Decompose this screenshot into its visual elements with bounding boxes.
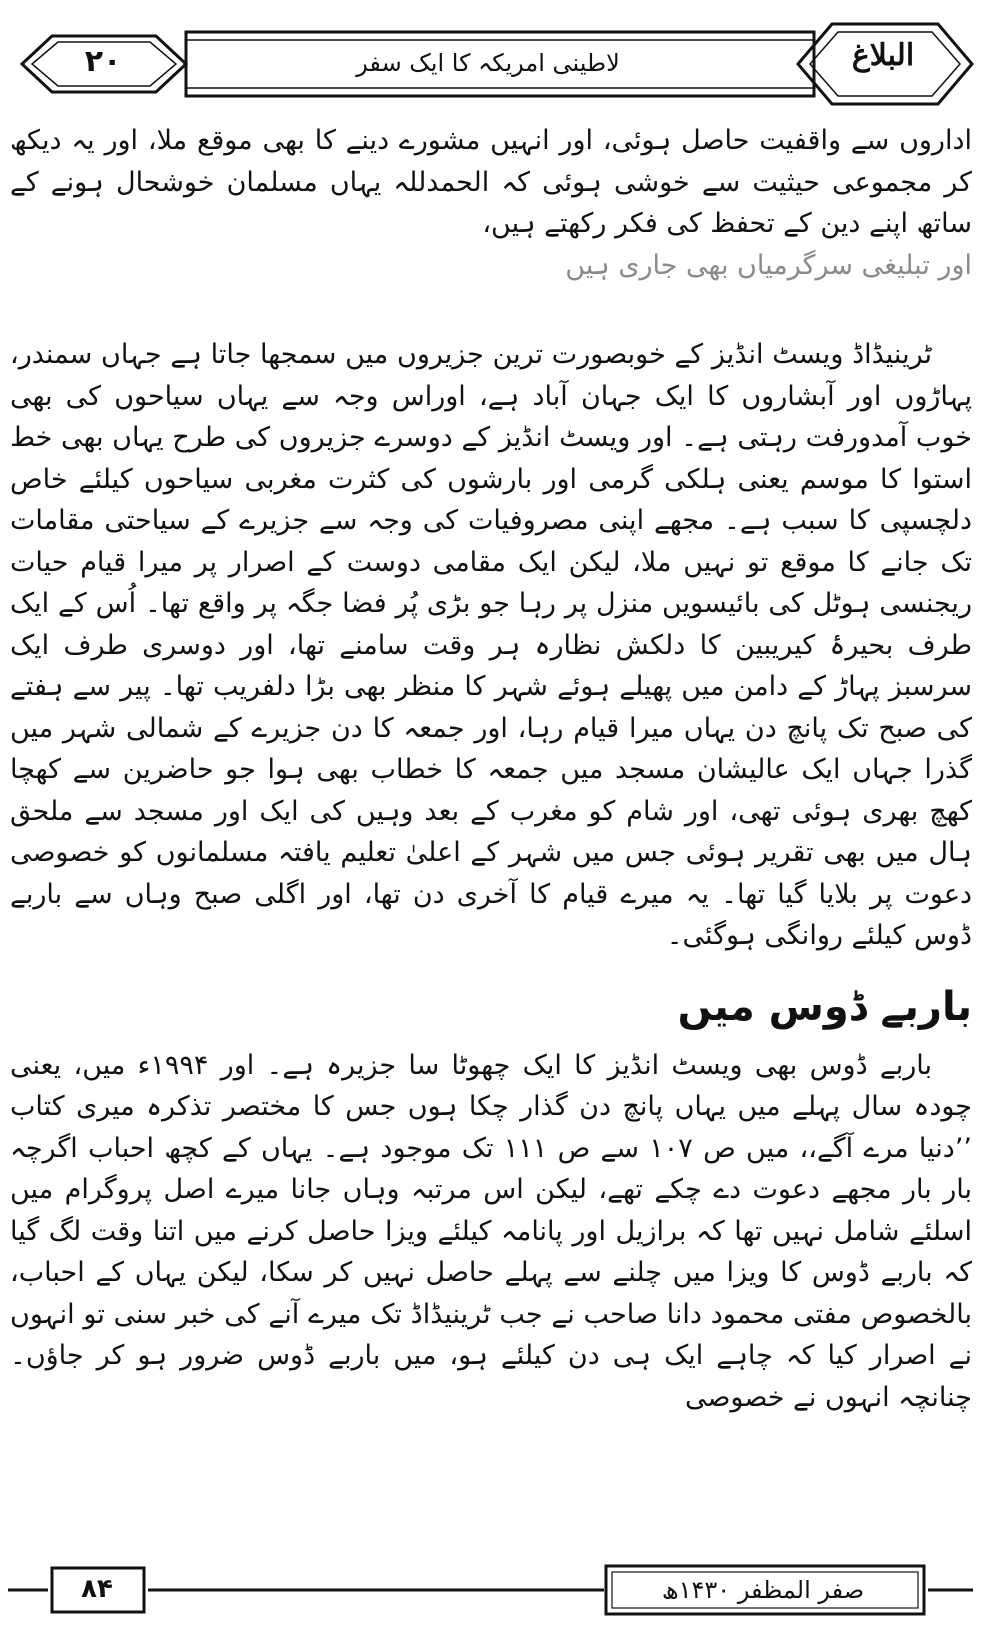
paragraph-1: اداروں سے واقفیت حاصل ہوئی، اور انہیں مشورے دینے کا بھی موقع ملا، اور یہ دیکھ کر مجموعی حیثیت سے خوشی ہوئی کہ الحمدللہ یہاں مسلمان خوشحال ہونے کے ساتھ اپنے دین کے تحفظ کی فکر رکھتے ہیں، bbox=[10, 125, 972, 239]
page-number: ۲۰ bbox=[84, 44, 122, 79]
magazine-logo: البلاغ bbox=[851, 38, 915, 73]
running-title: لاطینی امریکہ کا ایک سفر bbox=[356, 49, 620, 77]
paragraph-3: باربے ڈوس بھی ویسٹ انڈیز کا ایک چھوٹا سا جزیرہ ہے۔ اور ۱۹۹۴ء میں، یعنی چودہ سال پہلے میں یہاں پانچ دن گذار چکا ہوں جس کا مختصر تذکرہ میری کتاب ’’دنیا مرے آگے،، میں ص ۱۰۷ سے ص ۱۱۱ تک موجود ہے۔ یہاں کے کچھ احباب اگرچہ بار بار مجھے دعوت دے چکے تھے، لیکن اس مرتبہ وہاں جانا میرے اصل پروگرام میں اسلئے شامل نہیں تھا کہ برازیل اور پانامہ کیلئے ویزا حاصل کرنے میں اتنا وقت لگ گیا کہ باربے ڈوس کا ویزا میں چلنے سے پہلے حاصل نہیں کر سکا، لیکن یہاں کے احباب، بالخصوص مفتی محمود دانا صاحب نے جب ٹرینیڈاڈ تک میرے آنے کی خبر سنی تو انہوں نے اصرار کیا کہ چاہے ایک ہی دن کیلئے ہو، میں باربے ڈوس ضرور ہو کر جاؤں۔ چنانچہ انہوں نے خصوصی bbox=[10, 1049, 972, 1413]
page-footer bbox=[8, 1560, 978, 1620]
faded-line: اور تبلیغی سرگرمیاں بھی جاری ہیں bbox=[565, 249, 972, 281]
footer-date: صفر المظفر ۱۴۳۰ھ bbox=[661, 1576, 865, 1604]
article-body bbox=[10, 120, 972, 1418]
footer-page-number: ۸۴ bbox=[81, 1574, 113, 1604]
paragraph-2: ٹرینیڈاڈ ویسٹ انڈیز کے خوبصورت ترین جزیروں میں سمجھا جاتا ہے جہاں سمندر، پہاڑوں اور آبشاروں کا ایک جہان آباد ہے، اوراس وجہ سے یہاں سیاحوں کی بھی خوب آمدورفت رہتی ہے۔ اور ویسٹ انڈیز کے دوسرے جزیروں کی طرح یہاں بھی خط استوا کا موسم یعنی ہلکی گرمی اور بارشوں کی کثرت مغربی سیاحوں کیلئے خاص دلچسپی کا سبب ہے۔ مجھے اپنی مصروفیات کی وجہ سے جزیرے کے سیاحتی مقامات تک جانے کا موقع تو نہیں ملا، لیکن ایک مقامی دوست کے اصرار پر میرا قیام حیات ریجنسی ہوٹل کی بائیسویں منزل پر رہا جو بڑی پُر فضا جگہ پر واقع تھا۔ اُس کے ایک طرف بحیرۂ کیریبین کا دلکش نظارہ ہر وقت سامنے تھا، اور دوسری طرف ایک سرسبز پہاڑ کے دامن میں پھیلے ہوئے شہر کا منظر بھی بڑا دلفریب تھا۔ پیر سے ہفتے کی صبح تک پانچ دن یہاں میرا قیام رہا، اور جمعہ کا دن جزیرے کے شمالی شہر میں گذرا جہاں ایک عالیشان مسجد میں جمعہ کا خطاب بھی ہوا جو حاضرین سے کھچا کھچ بھری ہوئی تھی، اور شام کو مغرب کے بعد وہیں کی ایک اور مسجد سے ملحق ہال میں بھی تقریر ہوئی جس میں شہر کے اعلیٰ تعلیم یافتہ مسلمانوں کو خصوصی دعوت پر بلایا گیا تھا۔ یہ میرے قیام کا آخری دن تھا، اور اگلی صبح وہاں سے باربے ڈوس کیلئے روانگی ہوگئی۔ bbox=[10, 339, 972, 951]
page-header bbox=[8, 14, 978, 114]
section-heading: باربے ڈوس میں bbox=[677, 983, 972, 1030]
